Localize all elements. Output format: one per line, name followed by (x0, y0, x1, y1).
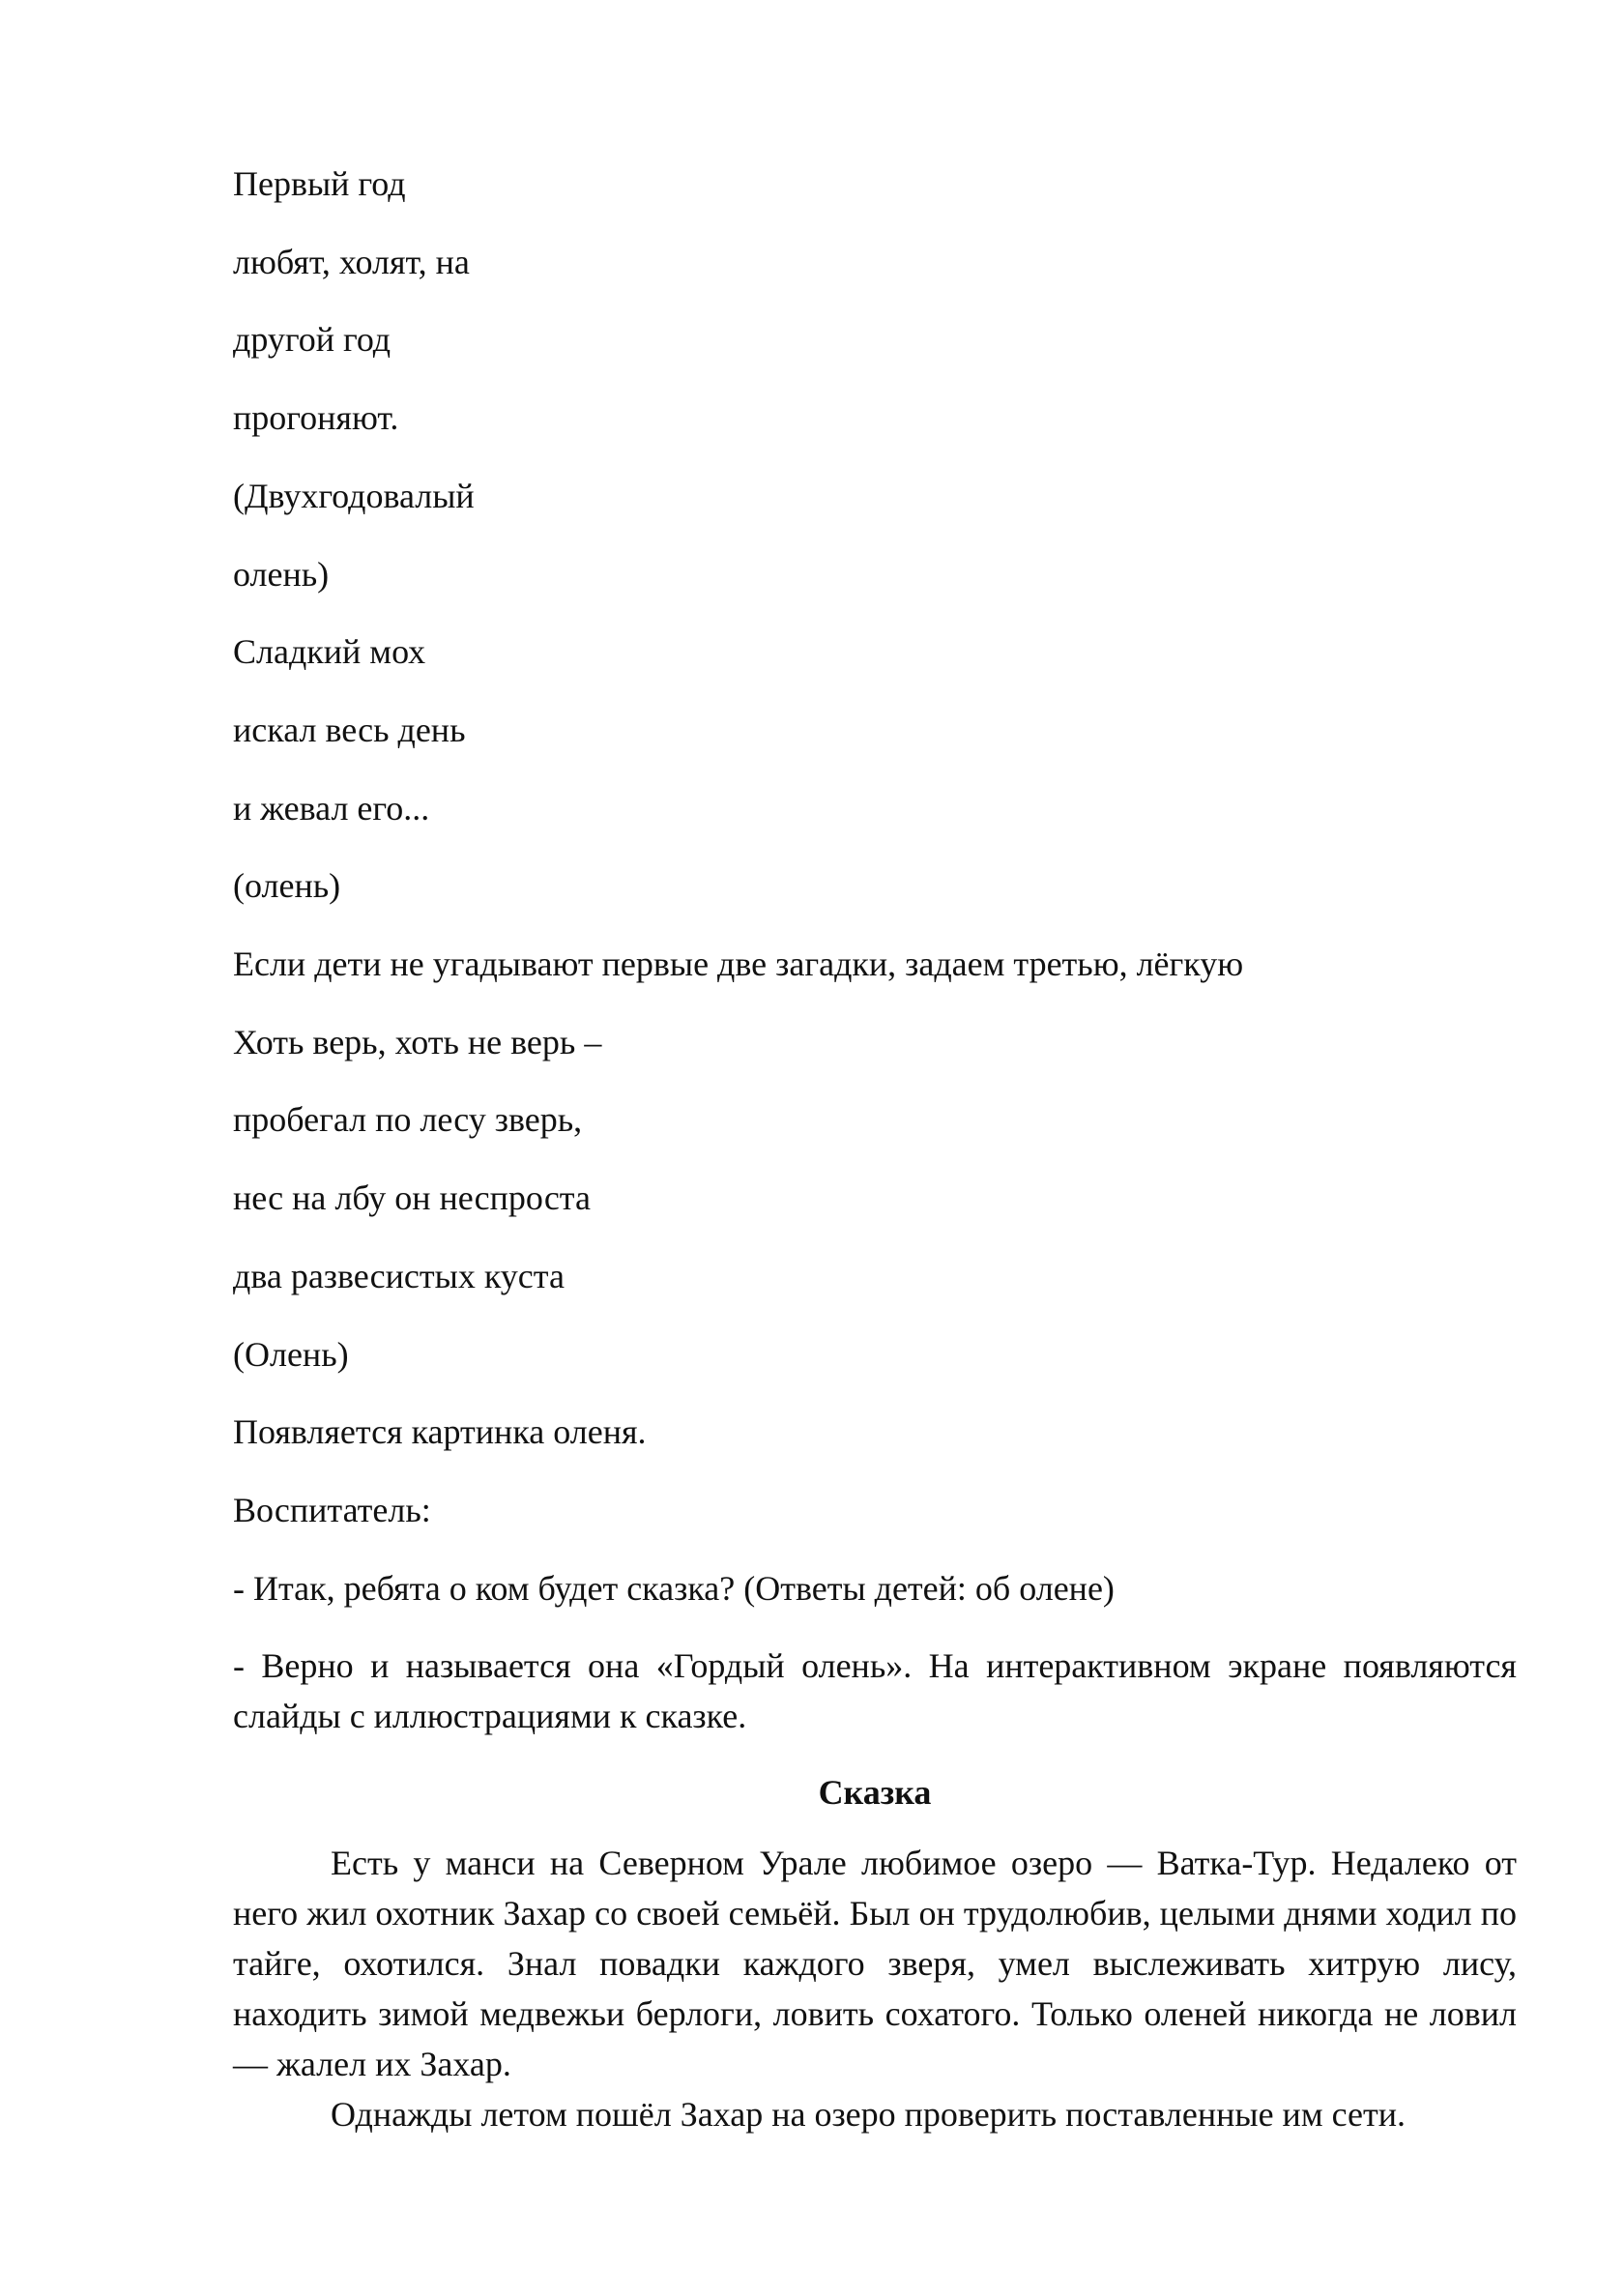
text-line: Сладкий мох (233, 632, 426, 672)
text-line: другой год (233, 320, 392, 360)
text-line: (Двухгодовалый (233, 476, 475, 515)
text-line: любят, холят, на (233, 242, 470, 281)
text-line: олень) (233, 554, 330, 594)
text-line: нес на лбу он неспроста (233, 1178, 591, 1218)
text-line: Воспитатель: (233, 1490, 431, 1529)
answer-paragraph: - Верно и называется она «Гордый олень». На интерактивном экране появляются слайды с иллюстрациями к сказке. (233, 1646, 1517, 1736)
story-paragraph: Есть у манси на Северном Урале любимое озеро — Ватка-Тур. Недалеко от него жил охотник Захар со своей семьёй. Был он трудолюбив, целыми днями ходил по тайге, охотился. Знал повадки каждого зверя, умел выслеживать хитрую лису, находить зимой медвежьи берлоги, ловить сохатого. Только оленей никогда не ловил — жалел их Захар. (233, 1844, 1517, 2084)
section-heading: Сказка (818, 1773, 932, 1813)
text-line: искал весь день (233, 710, 466, 749)
story-text (233, 1838, 1517, 2139)
text-line: прогоняют. (233, 398, 399, 438)
text-line: пробегал по лесу зверь, (233, 1100, 583, 1140)
text-line: Появляется картинка оленя. (233, 1412, 647, 1452)
text-line: Если дети не угадывают первые две загадки, задаем третью, лёгкую (233, 945, 1244, 984)
document-body (233, 145, 1517, 2139)
text-line: - Итак, ребята о ком будет сказка? (Ответы детей: об олене) (233, 1568, 1115, 1608)
text-line: и жевал его... (233, 788, 430, 828)
text-line: Первый год (233, 164, 406, 203)
text-line: (олень) (233, 866, 341, 906)
text-line: Хоть верь, хоть не верь – (233, 1022, 602, 1061)
text-line: два развесистых куста (233, 1256, 565, 1295)
text-line: (Олень) (233, 1334, 349, 1374)
story-paragraph: Однажды летом пошёл Захар на озеро проверить поставленные им сети. (331, 2095, 1406, 2135)
